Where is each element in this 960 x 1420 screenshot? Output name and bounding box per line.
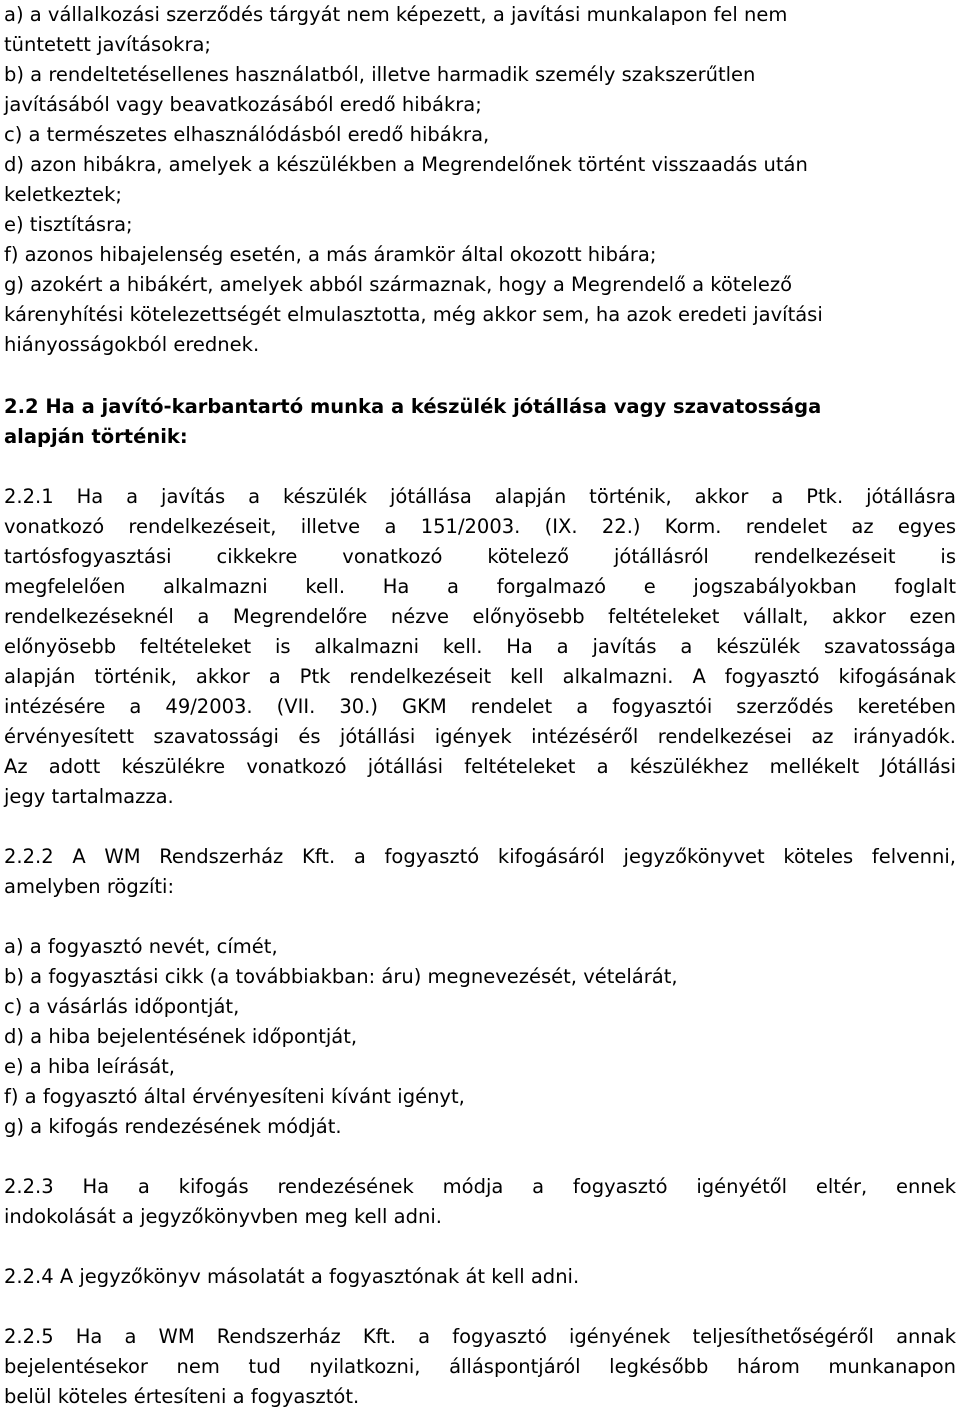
paragraph-line: indokolását a jegyzőkönyvben meg kell adni. xyxy=(4,1205,442,1228)
list-item: b) a fogyasztási cikk (a továbbiakban: áru) megnevezését, vételárát, xyxy=(4,965,678,988)
list-item: e) a hiba leírását, xyxy=(4,1055,176,1078)
list-item: f) azonos hibajelenség esetén, a más áramkör által okozott hibára; xyxy=(4,243,657,266)
paragraph-line: alapján történik, akkor a Ptk rendelkezéseit kell alkalmazni. A fogyasztó kifogásának xyxy=(4,665,956,688)
list-item: g) a kifogás rendezésének módját. xyxy=(4,1115,342,1138)
paragraph-line: érvényesített szavatossági és jótállási igények intézéséről rendelkezései az irányadók. xyxy=(4,725,956,748)
paragraph-line: vonatkozó rendelkezéseit, illetve a 151/2003. (IX. 22.) Korm. rendelet az egyes xyxy=(4,515,956,538)
list-item: d) a hiba bejelentésének időpontját, xyxy=(4,1025,358,1048)
paragraph-line: Az adott készülékre vonatkozó jótállási feltételeket a készülékhez mellékelt Jótállási xyxy=(4,755,956,778)
list-item: b) a rendeltetésellenes használatból, illetve harmadik személy szakszerűtlen xyxy=(4,63,756,86)
paragraph-line: 2.2.4 A jegyzőkönyv másolatát a fogyasztónak át kell adni. xyxy=(4,1265,580,1288)
paragraph-line: 2.2.1 Ha a javítás a készülék jótállása alapján történik, akkor a Ptk. jótállásra xyxy=(4,485,956,508)
section-heading: 2.2 Ha a javító-karbantartó munka a készülék jótállása vagy szavatossága xyxy=(4,395,822,418)
list-item: kárenyhítési kötelezettségét elmulasztotta, még akkor sem, ha azok eredeti javítási xyxy=(4,303,823,326)
list-item: c) a természetes elhasználódásból eredő hibákra, xyxy=(4,123,490,146)
paragraph-line: intézésére a 49/2003. (VII. 30.) GKM rendelet a fogyasztói szerződés keretében xyxy=(4,695,956,718)
paragraph-line: rendelkezéseknél a Megrendelőre nézve előnyösebb feltételeket vállalt, akkor ezen xyxy=(4,605,956,628)
paragraph-line: bejelentésekor nem tud nyilatkozni, álláspontjáról legkésőbb három munkanapon xyxy=(4,1355,956,1378)
paragraph-line: 2.2.5 Ha a WM Rendszerház Kft. a fogyasztó igényének teljesíthetőségéről annak xyxy=(4,1325,956,1348)
list-item: f) a fogyasztó által érvényesíteni kívánt igényt, xyxy=(4,1085,465,1108)
list-item: tüntetett javításokra; xyxy=(4,33,211,56)
paragraph-line: belül köteles értesíteni a fogyasztót. xyxy=(4,1385,360,1408)
list-item: javításából vagy beavatkozásából eredő hibákra; xyxy=(4,93,482,116)
paragraph-line: amelyben rögzíti: xyxy=(4,875,175,898)
list-item: d) azon hibákra, amelyek a készülékben a Megrendelőnek történt visszaadás után xyxy=(4,153,808,176)
list-item: hiányosságokból erednek. xyxy=(4,333,260,356)
paragraph-line: 2.2.2 A WM Rendszerház Kft. a fogyasztó kifogásáról jegyzőkönyvet köteles felvenni, xyxy=(4,845,956,868)
paragraph-line: tartósfogyasztási cikkekre vonatkozó kötelező jótállásról rendelkezéseit is xyxy=(4,545,956,568)
list-item: keletkeztek; xyxy=(4,183,122,206)
paragraph-line: jegy tartalmazza. xyxy=(4,785,174,808)
paragraph-line: előnyösebb feltételeket is alkalmazni kell. Ha a javítás a készülék szavatossága xyxy=(4,635,956,658)
paragraph-line: 2.2.3 Ha a kifogás rendezésének módja a fogyasztó igényétől eltér, ennek xyxy=(4,1175,956,1198)
paragraph-line: megfelelően alkalmazni kell. Ha a forgalmazó e jogszabályokban foglalt xyxy=(4,575,956,598)
list-item: g) azokért a hibákért, amelyek abból származnak, hogy a Megrendelő a kötelező xyxy=(4,273,793,296)
list-item: c) a vásárlás időpontját, xyxy=(4,995,240,1018)
list-item: e) tisztításra; xyxy=(4,213,133,236)
list-item: a) a vállalkozási szerződés tárgyát nem képezett, a javítási munkalapon fel nem xyxy=(4,3,788,26)
list-item: a) a fogyasztó nevét, címét, xyxy=(4,935,278,958)
section-heading: alapján történik: xyxy=(4,425,188,448)
